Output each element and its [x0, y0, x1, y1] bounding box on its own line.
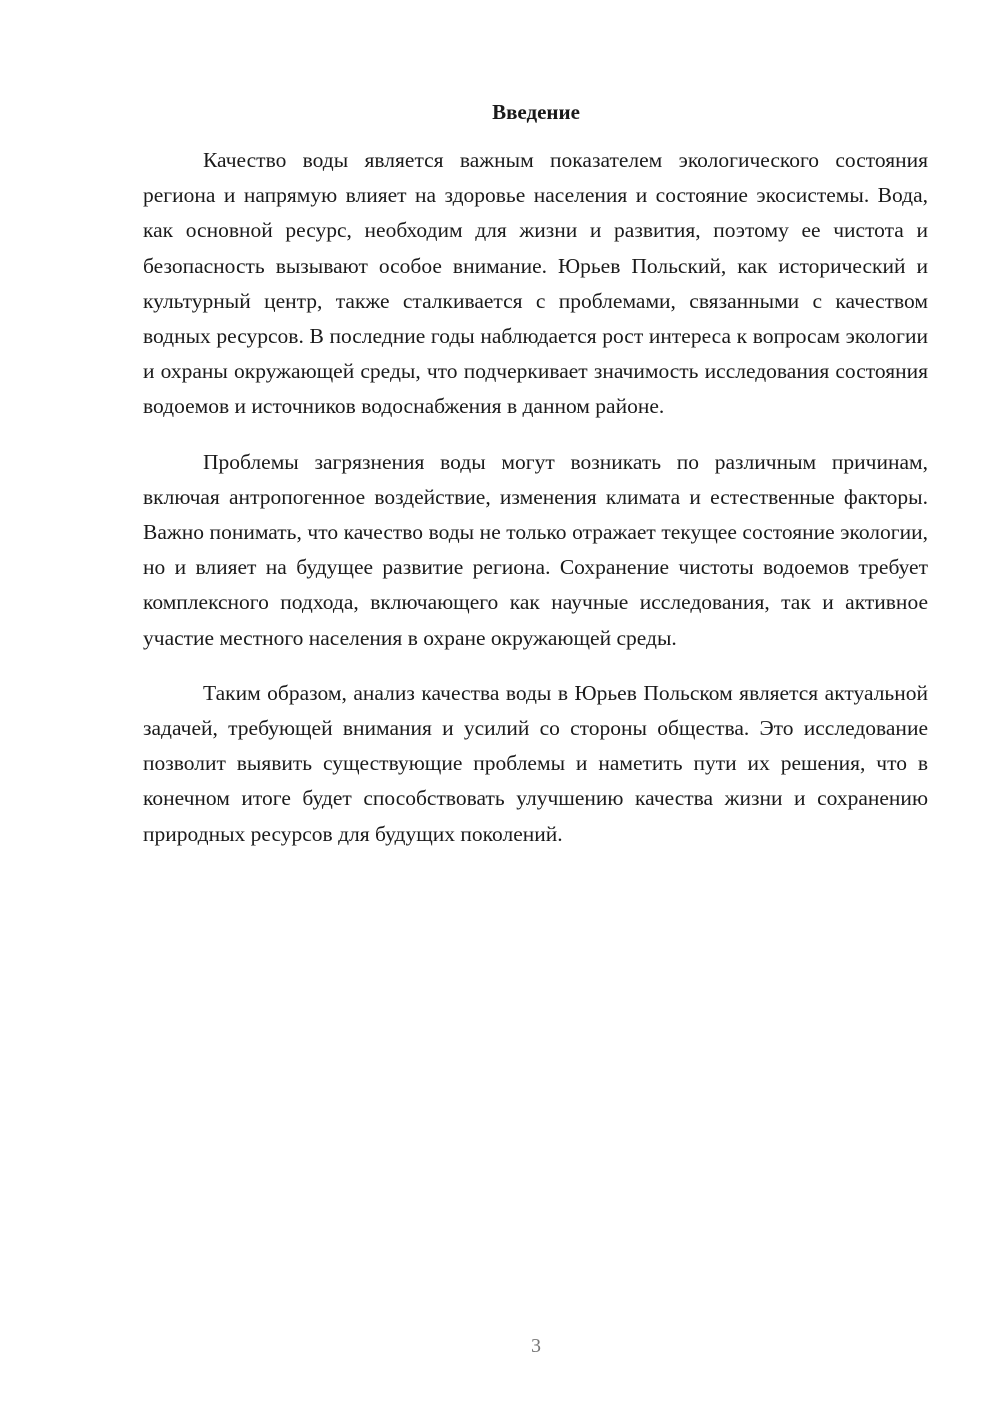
paragraph-2: Проблемы загрязнения воды могут возникать по различным причинам, включая антропогенное воздействие, изменения климата и естественные факторы. Важно понимать, что качество воды не только отражает текущее состояние экологии, но и влияет на будущее развитие региона. Сохранение чистоты водоемов требует комплексного подхода, включающего как научные исследования, так и активное участие местного населения в охране окружающей среды.	[143, 449, 928, 650]
page-number: 3	[531, 1335, 541, 1357]
body-text	[143, 143, 928, 852]
paragraph-3: Таким образом, анализ качества воды в Юрьев Польском является актуальной задачей, требующей внимания и усилий со стороны общества. Это исследование позволит выявить существующие проблемы и наметить пути их решения, что в конечном итоге будет способствовать улучшению качества жизни и сохранению природных ресурсов для будущих поколений.	[143, 680, 928, 846]
paragraph-1: Качество воды является важным показателем экологического состояния региона и напрямую влияет на здоровье населения и состояние экосистемы. Вода, как основной ресурс, необходим для жизни и развития, поэтому ее чистота и безопасность вызывают особое внимание. Юрьев Польский, как исторический и культурный центр, также сталкивается с проблемами, связанными с качеством водных ресурсов. В последние годы наблюдается рост интереса к вопросам экологии и охраны окружающей среды, что подчеркивает значимость исследования состояния водоемов и источников водоснабжения в данном районе.	[143, 148, 928, 419]
section-heading: Введение	[492, 100, 580, 124]
